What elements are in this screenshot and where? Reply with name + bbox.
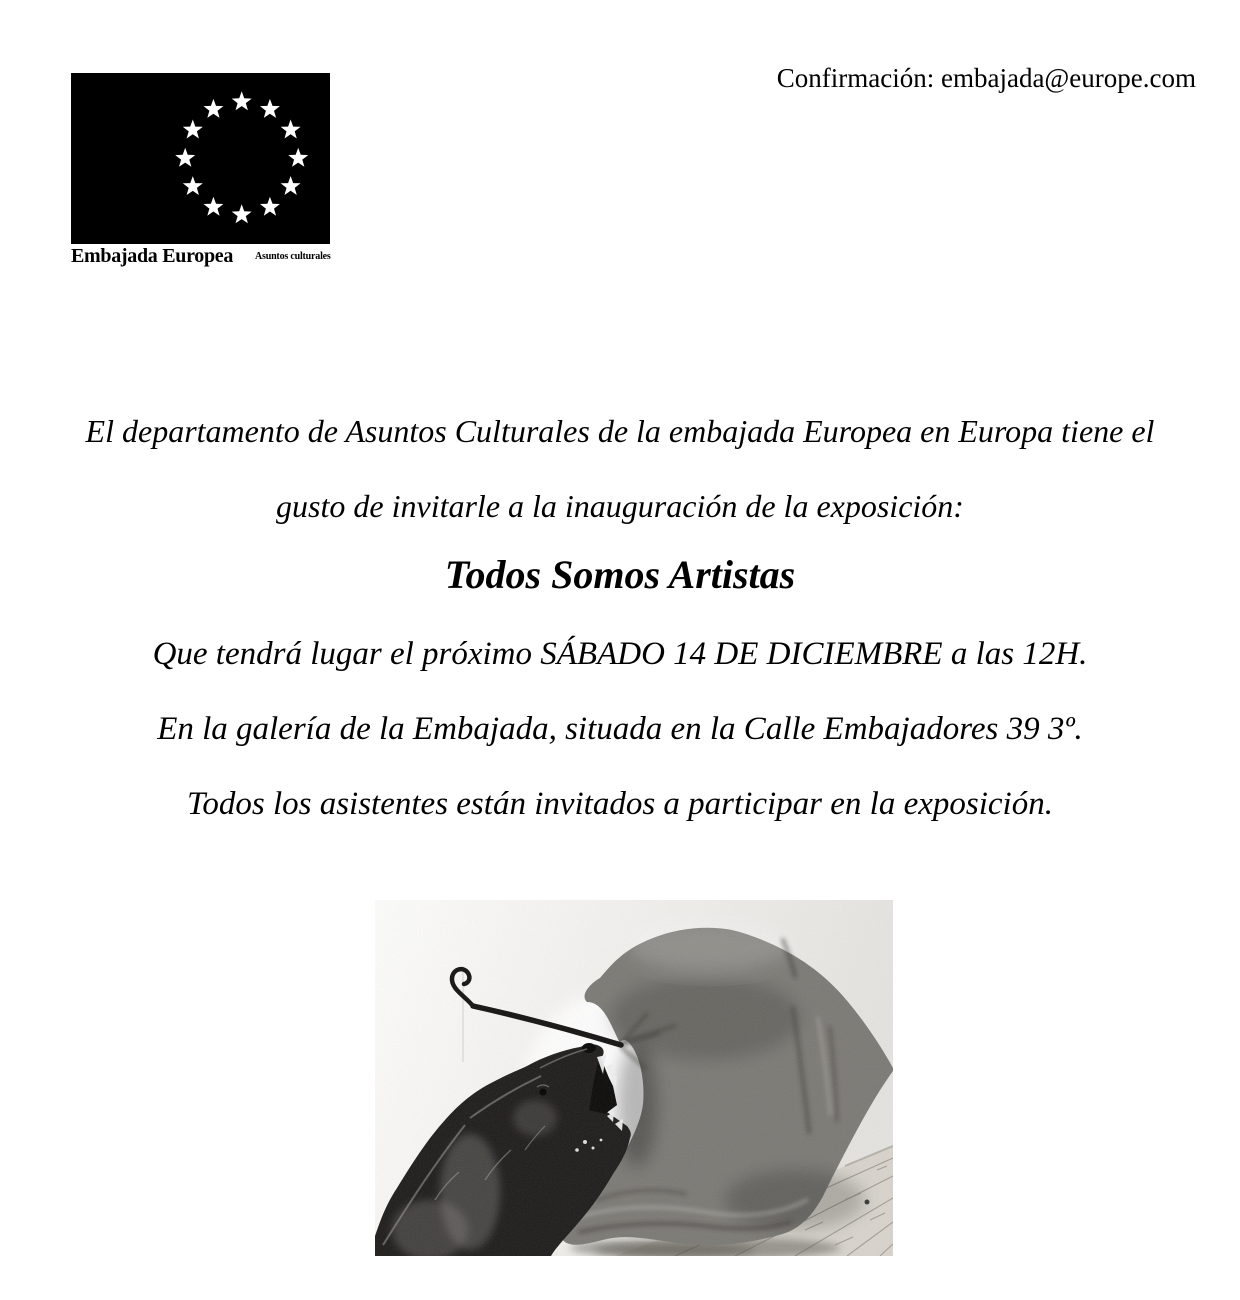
invitation-line-3: Que tendrá lugar el próximo SÁBADO 14 DE DICIEMBRE a las 12H.: [152, 636, 1088, 672]
eu-flag-logo: [71, 73, 330, 244]
invitation-line-1: El departamento de Asuntos Culturales de la embajada Europea en Europa tiene el: [85, 413, 1155, 449]
invitation-line-4: En la galería de la Embajada, situada en la Calle Embajadores 39 3º.: [157, 711, 1083, 747]
exhibition-photo: [375, 900, 893, 1256]
department-name: Asuntos culturales: [255, 251, 331, 262]
film-grain: [375, 900, 893, 1256]
confirmation-text: Confirmación: embajada@europe.com: [776, 63, 1196, 93]
flag-background: [71, 73, 330, 244]
organization-name: Embajada Europea: [71, 245, 234, 267]
exhibition-title: Todos Somos Artistas: [444, 552, 796, 597]
invitation-line-5: Todos los asistentes están invitados a participar en la exposición.: [187, 786, 1053, 822]
invitation-line-2: gusto de invitarle a la inauguración de la exposición:: [276, 488, 964, 524]
